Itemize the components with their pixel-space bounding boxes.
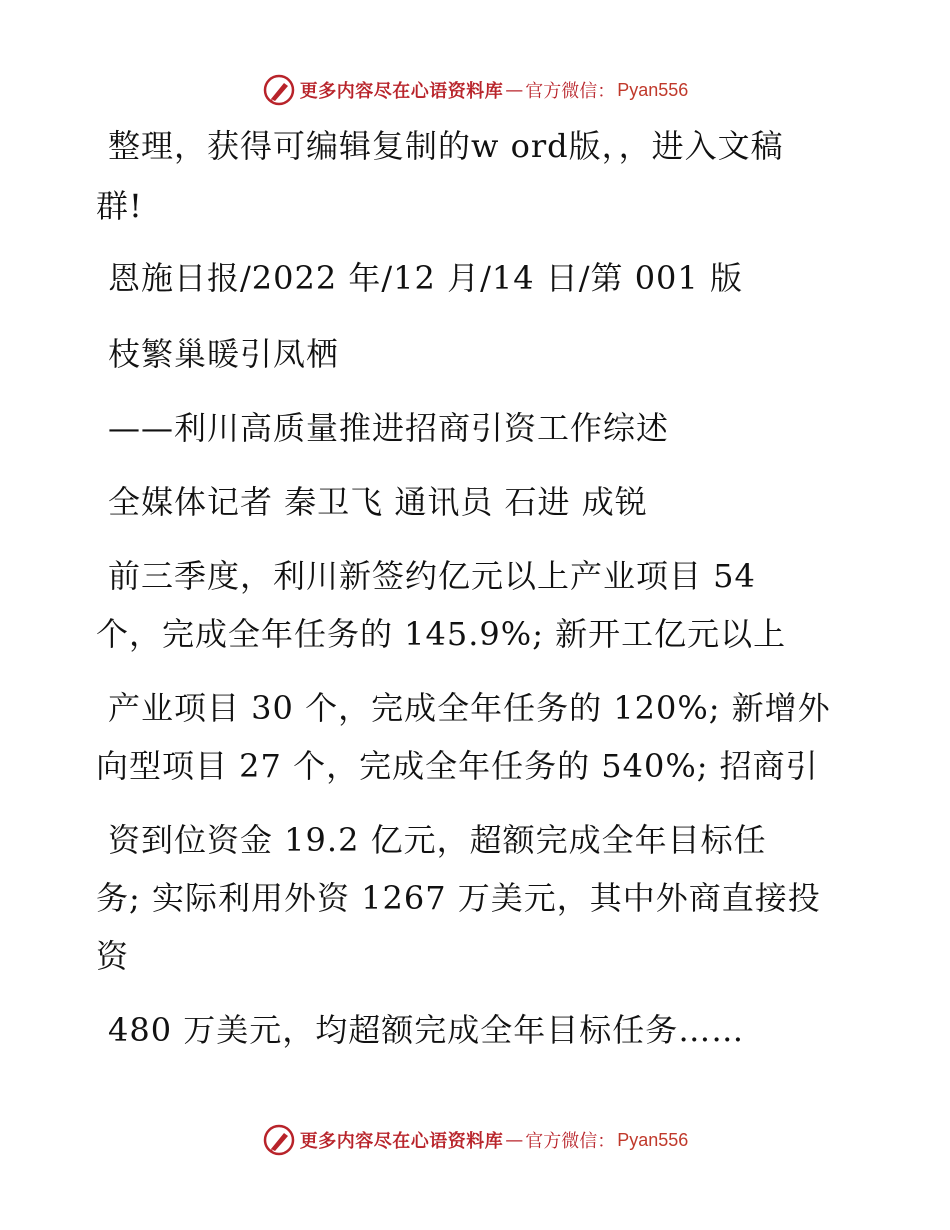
paragraph-line: 向型项目 27 个，完成全年任务的 540%; 招商引 xyxy=(96,747,819,785)
watermark-wechat-label: 官方微信： xyxy=(525,81,616,102)
watermark-wechat-id: Pyan556 xyxy=(617,1129,689,1150)
paragraph-line: 资 xyxy=(96,937,130,975)
byline: 全媒体记者 秦卫飞 通讯员 石进 成锐 xyxy=(108,483,648,521)
paragraph-line: 务; 实际利用外资 1267 万美元，其中外商直接投 xyxy=(96,879,821,917)
paragraph-line: 产业项目 30 个，完成全年任务的 120%; 新增外 xyxy=(108,689,831,727)
pen-logo-icon xyxy=(262,73,296,107)
watermark-text: 更多内容尽在心语资料库 xyxy=(299,81,504,102)
article-subtitle: ——利川高质量推进招商引资工作综述 xyxy=(108,409,670,447)
paragraph-line: 整理，获得可编辑复制的w ord版，，进入文稿 xyxy=(108,127,784,165)
pen-logo-icon xyxy=(262,1123,296,1157)
paragraph-line: 480 万美元，均超额完成全年目标任务…… xyxy=(108,1011,745,1049)
footer-watermark xyxy=(0,1120,950,1160)
watermark-separator: — xyxy=(505,79,524,101)
paragraph-line: 群! xyxy=(96,187,143,225)
header-watermark xyxy=(0,70,950,110)
watermark-text: 更多内容尽在心语资料库 xyxy=(299,1131,504,1152)
paragraph-line: 资到位资金 19.2 亿元，超额完成全年目标任 xyxy=(108,821,767,859)
watermark-separator: — xyxy=(505,1129,524,1151)
watermark-wechat-id: Pyan556 xyxy=(617,79,689,100)
article-title: 枝繁巢暖引凤栖 xyxy=(108,335,340,373)
watermark-wechat-label: 官方微信： xyxy=(525,1131,616,1152)
source-line: 恩施日报/2022 年/12 月/14 日/第 001 版 xyxy=(108,259,743,297)
paragraph-line: 前三季度，利川新签约亿元以上产业项目 54 xyxy=(108,557,756,595)
paragraph-line: 个，完成全年任务的 145.9%; 新开工亿元以上 xyxy=(96,615,787,653)
